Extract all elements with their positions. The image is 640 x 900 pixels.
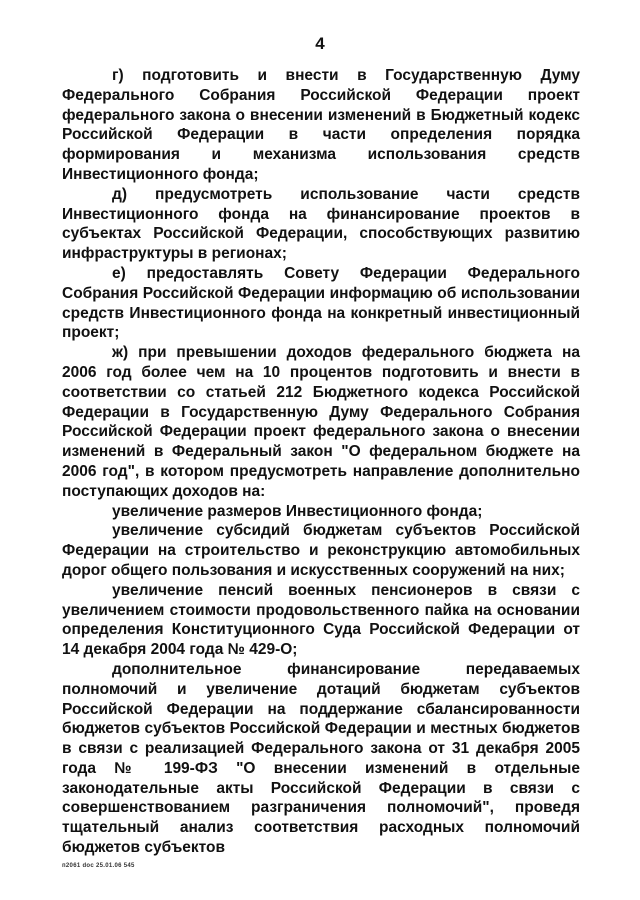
paragraph-investment-fund: увеличение размеров Инвестиционного фонда; (112, 502, 483, 520)
paragraph-military-pensions: увеличение пенсий военных пенсионеров в связи с увеличением стоимости продовольственного пайка на основании определения Конституционного Суда Российской Федерации от 14 декабря 2004 года № 429-О; (62, 581, 580, 659)
paragraph-road-subsidies: увеличение субсидий бюджетам субъектов Российской Федерации на строительство и реконструкцию автомобильных дорог общего пользования и искусственных сооружений на них; (62, 522, 580, 579)
paragraph-item-zh: ж) при превышении доходов федерального бюджета на 2006 год более чем на 10 процентов подготовить и внести в соответствии со статьей 212 Бюджетного кодекса Российской Федерации в Государственную Думу Федерального Собрания Российской Федерации проект федерального закона о внесении изменений в Федеральный закон "О федеральном бюджете на 2006 год", в котором предусмотреть направление дополнительно поступающих доходов на: (62, 344, 580, 500)
paragraph-item-g: г) подготовить и внести в Государственную Думу Федерального Собрания Российской Федерации проект федерального закона о внесении изменений в Бюджетный кодекс Российской Федерации в части определения порядка формирования и механизма использования средств Инвестиционного фонда; (62, 67, 580, 183)
paragraph-additional-financing: дополнительное финансирование передаваемых полномочий и увеличение дотаций бюджетам субъектов Российской Федерации на поддержание сбалансированности бюджетов субъектов Российской Федерации и местных бюджетов в связи с реализацией Федерального закона от 31 декабря 2005 года № 199-ФЗ "О внесении изменений в отдельные законодательные акты Российской Федерации в связи с совершенствованием разграничения полномочий", проведя тщательный анализ соответствия расходных полномочий бюджетов субъектов (62, 660, 580, 857)
page-number: 4 (315, 34, 325, 53)
paragraph-item-d: д) предусмотреть использование части средств Инвестиционного фонда на финансирование проектов в субъектах Российской Федерации, способствующих развитию инфраструктуры в регионах; (62, 185, 580, 263)
document-footer-note: п2061 doc 25.01.06 545 (62, 863, 135, 869)
document-body (62, 66, 580, 858)
paragraph-item-e: е) предоставлять Совету Федерации Федерального Собрания Российской Федерации информацию об использовании средств Инвестиционного фонда на конкретный инвестиционный проект; (62, 264, 580, 342)
